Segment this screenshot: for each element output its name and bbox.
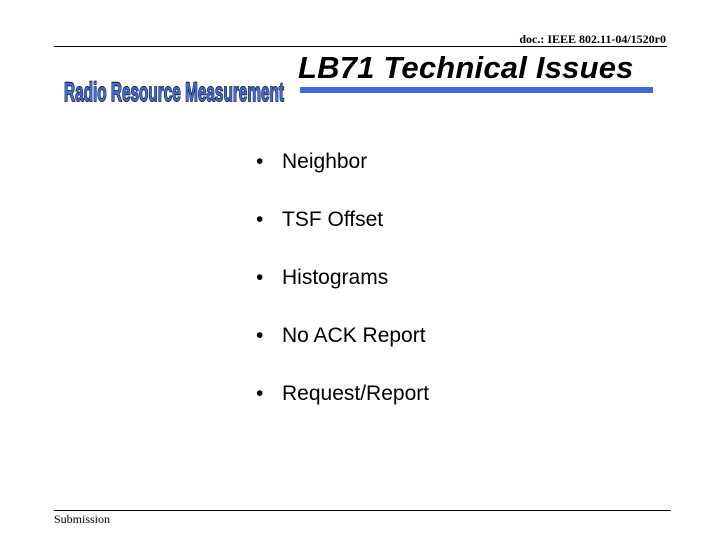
bullet-dot: • — [256, 150, 264, 173]
bullet-item — [256, 324, 429, 382]
bullet-text: No ACK Report — [282, 324, 426, 347]
bullet-text: Request/Report — [282, 382, 430, 405]
bullet-dot: • — [256, 324, 264, 347]
title-underline-bar — [300, 87, 653, 93]
bullet-text: Histograms — [282, 266, 389, 289]
bullet-text: TSF Offset — [282, 208, 384, 231]
header-divider — [54, 46, 667, 47]
footer-label: Submission — [54, 512, 111, 526]
bullet-item — [256, 266, 429, 324]
bullet-item — [256, 150, 429, 208]
bullet-dot: • — [256, 382, 264, 405]
bullet-list — [256, 150, 429, 440]
slide-title: LB71 Technical Issues — [298, 50, 634, 85]
radio-resource-measurement-logo — [64, 74, 286, 108]
bullet-dot: • — [256, 266, 264, 289]
bullet-item — [256, 208, 429, 266]
bullet-dot: • — [256, 208, 264, 231]
bullet-text: Neighbor — [282, 150, 368, 173]
footer-divider — [54, 510, 671, 511]
bullet-item — [256, 382, 429, 440]
svg-text:Radio Resource Measurement: Radio Resource Measurement — [64, 77, 285, 107]
document-id: doc.: IEEE 802.11-04/1520r0 — [519, 32, 666, 46]
